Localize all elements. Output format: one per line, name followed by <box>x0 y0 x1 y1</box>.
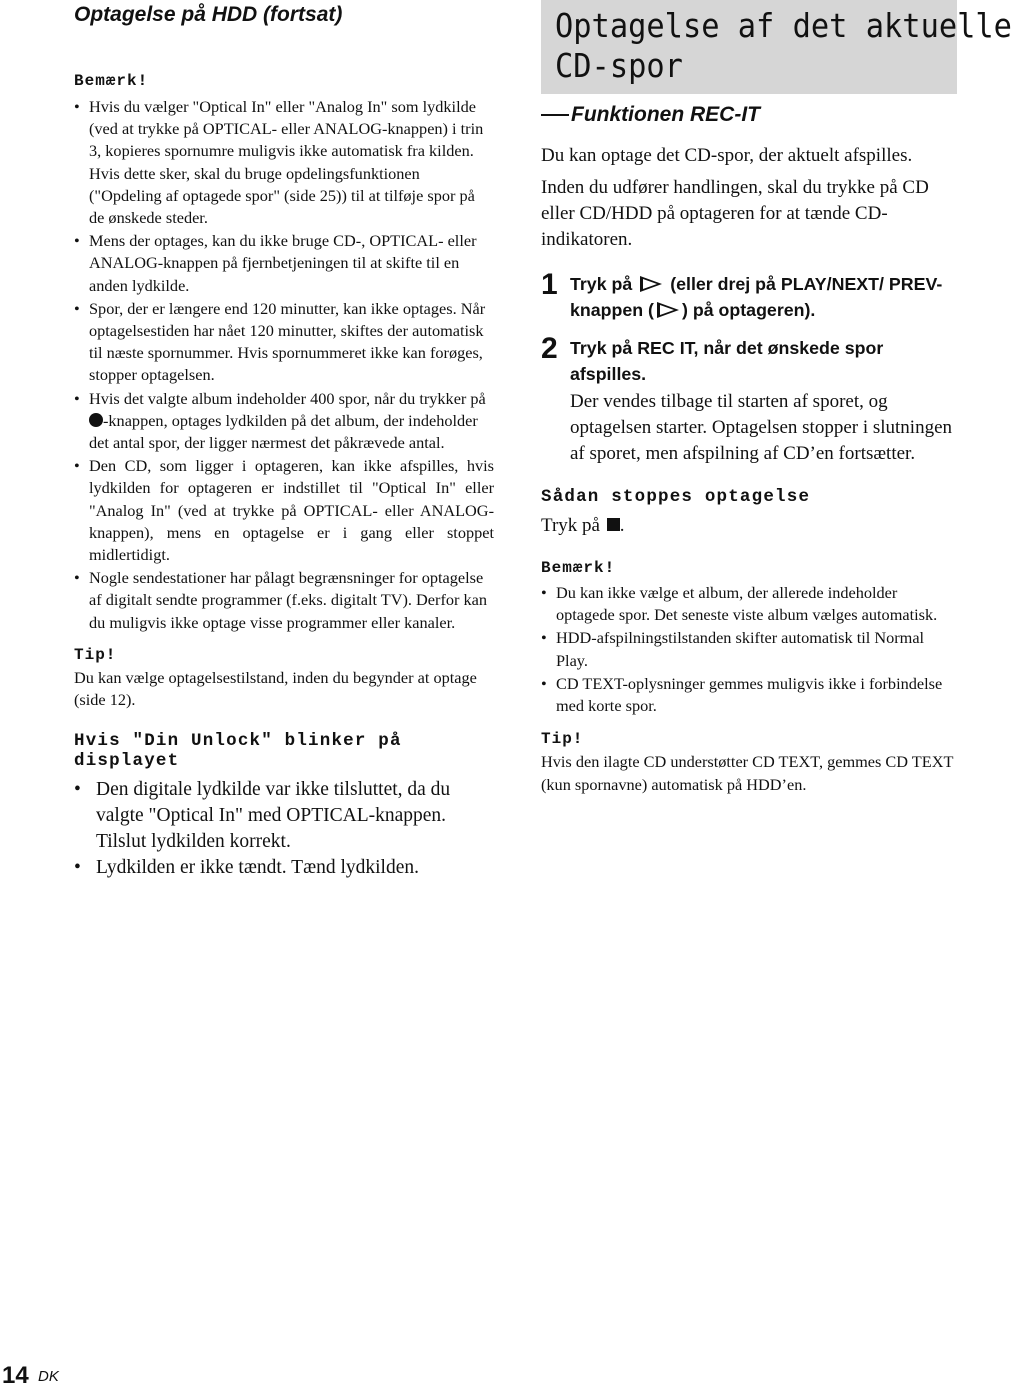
unlock-item: • Den digitale lydkilde var ikke tilsluttet, da du valgte "Optical In" med OPTICAL-knappen. Tilslut lydkilden korrekt. <box>74 777 494 855</box>
note-heading: Bemærk! <box>74 72 149 90</box>
tip-heading: Tip! <box>74 645 117 664</box>
section-title-box <box>541 0 1012 94</box>
section-title <box>555 6 1012 86</box>
left-notes-block <box>74 72 494 881</box>
unlock-list <box>74 777 494 881</box>
tip-text: Hvis den ilagte CD understøtter CD TEXT, gemmes CD TEXT (kun spornavne) automatisk på HDD’en. <box>541 752 954 794</box>
subtitle <box>541 103 959 127</box>
unlock-heading: Hvis "Din Unlock" blinker på displayet <box>74 730 402 771</box>
step-1 <box>541 268 959 323</box>
record-icon <box>89 413 103 427</box>
running-title: Optagelse på HDD (fortsat) <box>74 3 343 26</box>
note-heading: Bemærk! <box>541 559 616 577</box>
section-title-line: CD-spor <box>555 46 683 85</box>
step-number: 2 <box>541 332 558 365</box>
intro-text: Du kan optage det CD-spor, der aktuelt afspilles. <box>541 145 913 166</box>
stop-text-label: Tryk på <box>541 515 600 536</box>
note-item: • Den CD, som ligger i optageren, kan ikke afspilles, hvis lydkilden for optageren er indstillet til "Optical In" eller "Analog In" (ved at trykke på OPTICAL- eller ANALOG-knappen), mens en optagelse er i gang eller stoppet midlertidigt. <box>74 455 494 566</box>
note-list <box>541 582 959 717</box>
step-2 <box>541 332 959 467</box>
note-item: • HDD-afspilningstilstanden skifter automatisk til Normal Play. <box>541 627 959 671</box>
subtitle-text: Funktionen REC-IT <box>571 103 760 126</box>
unlock-item: • Lydkilden er ikke tændt. Tænd lydkilden. <box>74 855 494 881</box>
note-item: • Nogle sendestationer har pålagt begrænsninger for optagelse af digitalt sendte programmer (f.eks. digitalt TV). Derfor kan du muligvis ikke optage visse programmer eller kanaler. <box>74 567 494 634</box>
step-instruction <box>570 271 959 323</box>
page-language: DK <box>38 1368 59 1385</box>
right-content <box>541 103 959 796</box>
note-item: • Hvis du vælger "Optical In" eller "Analog In" som lydkilde (ved at trykke på OPTICAL- eller ANALOG-knappen) i trin 3, kopieres spornumre muligvis ikke automatisk fra kilden. Hvis dette sker, skal du bruge opdelingsfunktionen ("Opdeling af optagede spor" (side 25)) til at tilføje spor på de ønskede steder. <box>74 96 494 229</box>
note-item: • Du kan ikke vælge et album, der allerede indeholder optagede spor. Det seneste viste album vælges automatisk. <box>541 582 959 626</box>
play-icon <box>640 276 662 292</box>
step-text: ) på optageren). <box>681 300 816 320</box>
note-text: -knappen, optages lydkilden på det album, der indeholder det antal spor, der ligger nærmest det påkrævede antal. <box>89 410 478 453</box>
note-item <box>74 388 494 455</box>
step-text: (eller drej på PLAY/NEXT/ PREV-knappen ( <box>570 274 943 320</box>
step-number: 1 <box>541 268 558 301</box>
tip-text: Du kan vælge optagelsestilstand, inden du begynder at optage (side 12). <box>74 667 477 710</box>
step-body: Der vendes tilbage til starten af sporet, og optagelsen starter. Optagelsen stopper i slutningen af sporet, men afspilning af CD’en fortsætter. <box>570 391 953 464</box>
step-text: Tryk på <box>570 274 633 294</box>
stop-heading: Sådan stoppes optagelse <box>541 487 811 507</box>
play-icon <box>657 302 679 318</box>
page-number: 14 <box>2 1362 29 1389</box>
section-title-line: Optagelse af det aktuelle <box>555 6 1012 45</box>
note-item: • CD TEXT-oplysninger gemmes muligvis ikke i forbindelse med korte spor. <box>541 673 959 717</box>
note-text: Hvis det valgte album indeholder 400 spor, når du trykker på <box>89 388 486 408</box>
step-instruction: Tryk på REC IT, når det ønskede spor afspilles. <box>570 338 884 384</box>
intro-text: Inden du udfører handlingen, skal du trykke på CD eller CD/HDD på optageren for at tænde CD-indikatoren. <box>541 177 929 250</box>
subtitle-rule <box>541 114 569 116</box>
stop-text <box>541 513 959 539</box>
note-item: • Spor, der er længere end 120 minutter, kan ikke optages. Når optagelsestiden har nået 120 minutter, skiftes der automatisk til næste spornummer. Hvis spornummeret ikke kan forøges, stopper optagelsen. <box>74 298 494 387</box>
note-item: • Mens der optages, kan du ikke bruge CD-, OPTICAL- eller ANALOG-knappen på fjernbetjeningen til at skifte til en anden lydkilde. <box>74 230 494 297</box>
note-list <box>74 96 494 634</box>
tip-heading: Tip! <box>541 730 584 749</box>
stop-text-period: . <box>619 515 625 536</box>
stop-icon <box>607 518 620 531</box>
